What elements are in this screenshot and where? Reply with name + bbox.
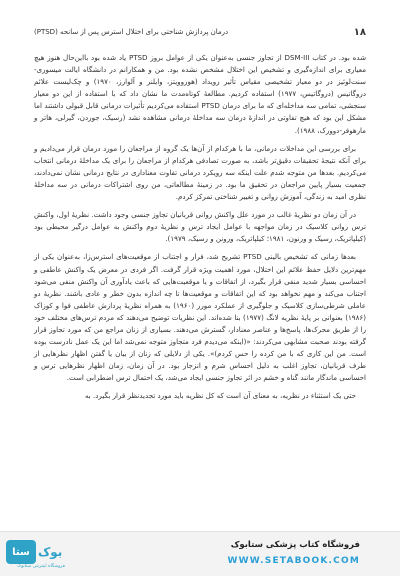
paragraph-4: بعدها زمانی که تشخیص بالینی PTSD تشریح شد، فرار و اجتناب از موقعیت‌های استرس‌زا، به‌عنوان یکی از مهم‌ترین دلایل حفظ علائم این اختلال، مورد اهمیت ویژه قرار گرفت. اگر فردی در معرض یک واکنش عاطفی و احساسی بسیار شدید منفی قرار بگیرد، از اتفاقات و یا موقعیت‌هایی که باعث یادآوری آن واکنش منفی می‌شود اجتناب می‌کند و مهم نخواهد بود که این اتفاقات و موقعیت‌ها تا چه اندازه بدون خطر و عادی باشند. نظریهٔ دو عاملی شرطی‌سازی کلاسیک و جلوگیری از عملکرد مورر (۱۹۶۰) به همراه نظریهٔ پردازش عاطفی فوا و کوزاک (۱۹۸۶) بعنوانی بر پایهٔ نظریه لانگ (۱۹۷۷) بنا شده‌اند. این نظریات توضیح می‌دهند که مردم ترس‌های مختلف خود را از طریق محرک‌ها، پاسخ‌ها و عناصر معنادار، گسترش می‌دهند. بسیاری از زنان مراجع من که مورد تجاوز قرار گرفته بودند صحبت مشابهی می‌کردند: «(اینکه می‌دیدم فرد متجاوز متوجه نمی‌شد اما این یک عمل نادرست بوده است. من این کاری که با من کرده را حس کردم)». یکی از دلایلی که زنان از بیان یا گفتن اظهار نظرهایی از طرف قربانیان، تجاوز اغلب به دلیل احساس شرم و انزجار بود. در آن زمان، زمان اظهار نظرهایی ترس و احساسی ماندگار مانند گناه و خشم در اثر تجاوز جنسی ایجاد می‌شد، یک احتمال ترس اضطرابی است. — [34, 252, 366, 383]
paragraph-3: در آن زمان دو نظریهٔ غالب در مورد علل واکنش روانی قربانیان تجاوز جنسی وجود داشت. نظریهٔ اول، واکنش ترس روانی کلاسیک در زمان مواجهه با عوامل ایجاد ترس و نظریهٔ دوم واکنش به عوامل درگیر محیطی بود (کیلپاتریک، رسیک و ورنون، ۱۹۸۱؛ کیلپاتریک، ورونن و رسیک، ۱۹۷۹). — [34, 210, 366, 244]
paragraph-1: شده بود. در کتاب DSM-III از تجاوز جنسی به‌عنوان یکی از عوامل بروز PTSD یاد شده بود با‌این‌حال هنوز هیچ معیاری برای اندازه‌گیری و تشخیص این اختلال مشخص نشده بود. من و همکارانم در دانشگاه ایالت میسوری- سنت‌لوئیز در دو معیار تشخیصی مقیاس تأثیر رویداد (هوروویتز، وایلنر و آلوارز، ۱۹۷۰) و چک‌لیست علائم دروگاتیس (دروگاتیس، ۱۹۷۷) استفاده کردیم. مطالعهٔ کوتاه‌مدت ما نشان داد که با استفاده از این دو معیار سنجشی، تمامی سه مداخله‌ای که ما برای درمان PTSD استفاده می‌کردیم تأثیرات درمانی قابل قبولی داشتند اما مشکل این بود که هیچ تفاوتی در اندازهٔ درمان سه مداخلهٔ درمانی مشاهده نشد (رسیک، جوردن، گیرلی، هاتر و مارهوفر-دوورک، ۱۹۸۸). — [34, 53, 367, 135]
website-link[interactable]: WWW.SETABOOK.COM — [227, 556, 360, 566]
logo-tagline: فروشگاه اینترنتی ستابوک — [17, 564, 65, 569]
running-head: درمان پردازش شناختی برای اختلال استرس پس از سانحه (PTSD) — [34, 28, 229, 36]
publisher-footer — [0, 531, 400, 576]
page-header — [34, 20, 366, 44]
logo-mark-icon: ستا — [6, 540, 36, 564]
logo-word: بوک — [38, 545, 63, 559]
paragraph-2: برای بررسی این مداخلات درمانی، ما با هرکدام از آن‌ها یک گروه از مراجعان را مورد درمان قرار می‌دادیم و برای آنکه نتیجهٔ تحقیقات دقیق‌تر باشد، به صورت تصادفی هرکدام از مراجعان را برای یک مداخلهٔ درمانی انتخاب می‌کردیم. بعدها من متوجه شدم علت اینکه سه رویکرد درمانی تفاوت معناداری در نتایج درمانی نشان نمی‌دادند، جمعیت بسیار پایین مراجعان در تحقیق ما بود. در زمینهٔ مطالعاتی، من روی اشتراکات درمانی در سه مداخلهٔ نظری امید به زندگی، آموزش روانی و تغییر شناختی تمرکز کردم. — [34, 143, 366, 202]
page-number: ۱۸ — [353, 26, 366, 38]
setabook-logo — [6, 540, 76, 570]
page-body — [34, 52, 366, 409]
paragraph-5: حتی یک استثناء در نظریه، به معنای آن است که کل نظریه باید مورد تجدیدنظر قرار بگیرد. به — [84, 391, 356, 401]
store-name: فروشگاه کتاب پزشکی ستابوک — [230, 540, 360, 550]
